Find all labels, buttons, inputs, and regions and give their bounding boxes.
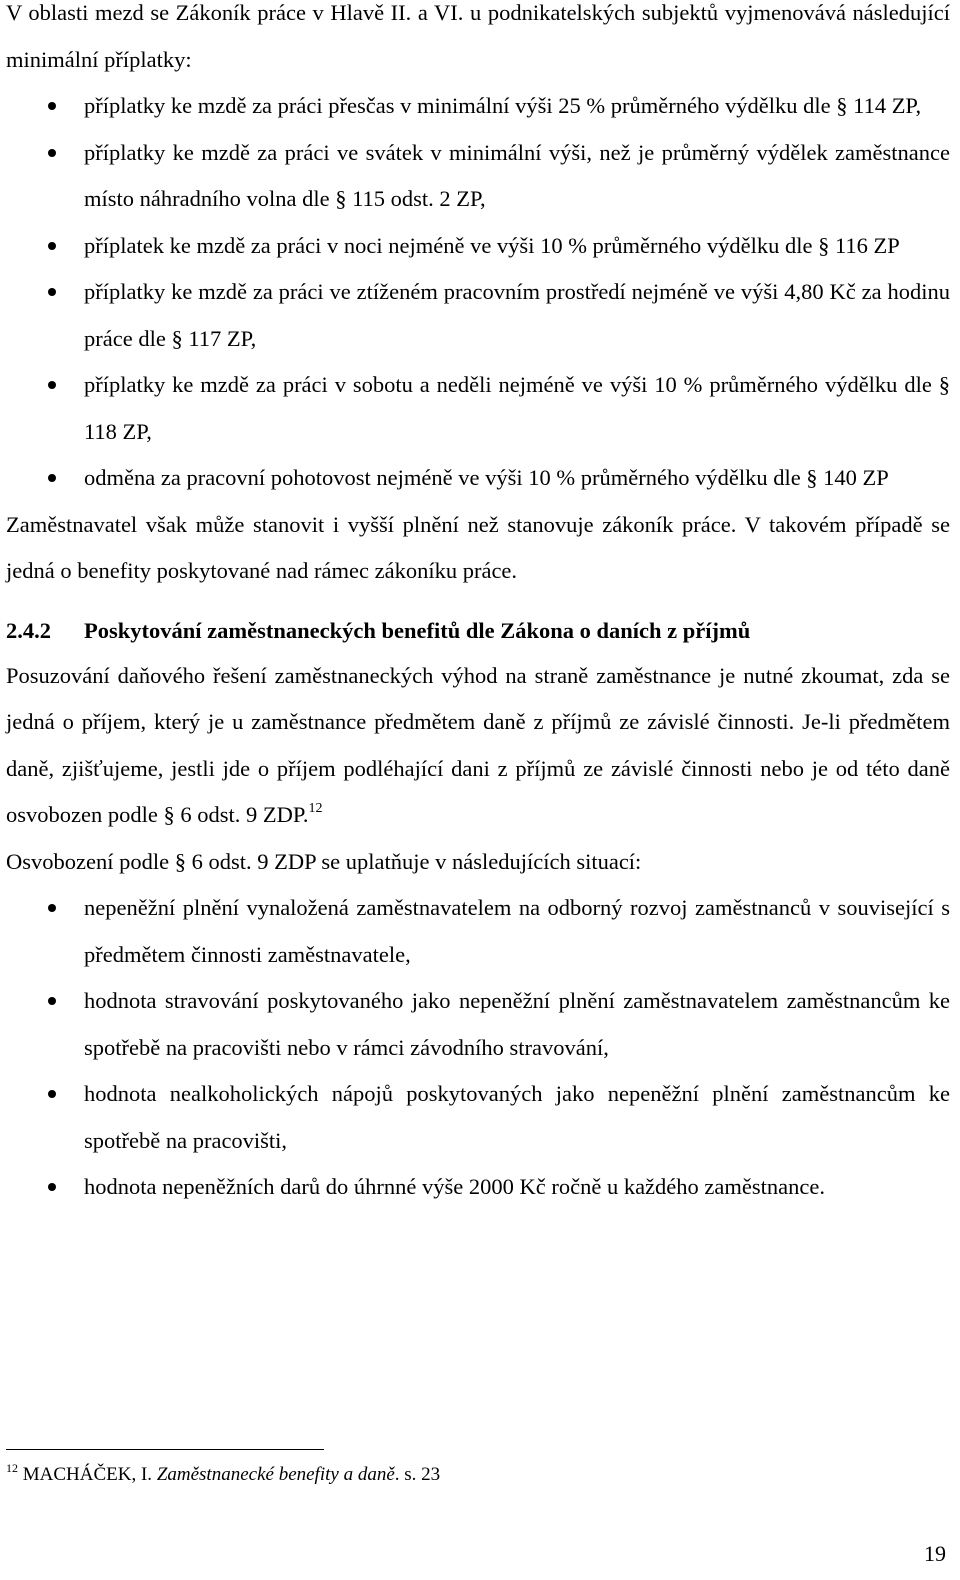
bullet-icon xyxy=(42,455,62,502)
footnote-number: 12 xyxy=(6,1461,18,1475)
document-page xyxy=(6,0,950,1580)
list-item-text: nepeněžní plnění vynaložená zaměstnavatelem na odborný rozvoj zaměstnanců v související s předmětem činnosti zaměstnavatele, xyxy=(84,895,950,967)
list-item-text: příplatky ke mzdě za práci v sobotu a neděli nejméně ve výši 10 % průměrného výdělku dle § 118 ZP, xyxy=(84,372,950,444)
employer-paragraph: Zaměstnavatel však může stanovit i vyšší plnění než stanovuje zákoník práce. V takovém případě se jedná o benefity poskytované nad rámec zákoníku práce. xyxy=(6,511,950,583)
list-item xyxy=(6,455,950,502)
footnote xyxy=(6,1462,440,1488)
footnote-divider xyxy=(6,1449,324,1450)
footnote-page: . s. 23 xyxy=(394,1464,441,1485)
section-title: Poskytování zaměstnaneckých benefitů dle Zákona o daních z příjmů xyxy=(84,617,751,643)
bullet-icon xyxy=(42,1071,62,1118)
section-heading xyxy=(6,609,950,653)
page-number: 19 xyxy=(924,1541,946,1566)
bullet-icon xyxy=(42,1164,62,1211)
bullet-icon xyxy=(42,362,62,409)
list-item-text: příplatky ke mzdě za práci ve ztíženém pracovním prostředí nejméně ve výši 4,80 Kč za hodinu práce dle § 117 ZP, xyxy=(84,279,950,351)
intro-paragraph: V oblasti mezd se Zákoník práce v Hlavě II. a VI. u podnikatelských subjektů vyjmenovává následující minimální příplatky: xyxy=(6,0,950,72)
bullet-icon xyxy=(42,978,62,1025)
footnote-reference[interactable]: 12 xyxy=(308,801,323,816)
exemption-intro: Osvobození podle § 6 odst. 9 ZDP se uplatňuje v následujících situací: xyxy=(6,848,642,874)
list-item-text: příplatky ke mzdě za práci ve svátek v minimální výši, než je průměrný výdělek zaměstnance místo náhradního volna dle § 115 odst. 2 ZP, xyxy=(84,139,950,211)
list-item-text: příplatek ke mzdě za práci v noci nejméně ve výši 10 % průměrného výdělku dle § 116 ZP xyxy=(84,232,900,258)
bullet-icon xyxy=(42,269,62,316)
list-item xyxy=(6,223,950,270)
bullet-icon xyxy=(42,83,62,130)
list-item-text: odměna za pracovní pohotovost nejméně ve výši 10 % průměrného výdělku dle § 140 ZP xyxy=(84,465,889,490)
list-item-text: příplatky ke mzdě za práci přesčas v minimální výši 25 % průměrného výdělku dle § 114 ZP, xyxy=(84,93,922,118)
exemption-list xyxy=(6,885,950,1211)
list-item xyxy=(6,1071,950,1164)
list-item-text: hodnota nepeněžních darů do úhrnné výše 2000 Kč ročně u každého zaměstnance. xyxy=(84,1174,825,1199)
list-item xyxy=(6,978,950,1071)
bullet-icon xyxy=(42,130,62,177)
section-number: 2.4.2 xyxy=(6,617,51,643)
assessment-text: Posuzování daňového řešení zaměstnaneckých výhod na straně zaměstnance je nutné zkoumat, zda se jedná o příjem, který je u zaměstnance předmětem daně z příjmů ze závislé činnosti. Je-li předmětem daně, zjišťujeme, jestli jde o příjem podléhající dani z příjmů ze závislé činnosti nebo je od této daně osvobozen podle § 6 odst. 9 ZDP. xyxy=(6,662,950,827)
list-item xyxy=(6,83,950,130)
bullet-icon xyxy=(42,885,62,932)
list-item xyxy=(6,269,950,362)
assessment-paragraph xyxy=(6,653,950,839)
list-item xyxy=(6,1164,950,1211)
list-item xyxy=(6,885,950,978)
footnote-author: MACHÁČEK, I. xyxy=(22,1464,153,1485)
list-item xyxy=(6,362,950,455)
list-item-text: hodnota nealkoholických nápojů poskytovaných jako nepeněžní plnění zaměstnancům ke spotřebě na pracovišti, xyxy=(84,1081,950,1153)
surcharge-list xyxy=(6,83,950,502)
bullet-icon xyxy=(42,223,62,270)
list-item xyxy=(6,130,950,223)
footnote-title: Zaměstnanecké benefity a daně xyxy=(156,1464,395,1485)
list-item-text: hodnota stravování poskytovaného jako nepeněžní plnění zaměstnavatelem zaměstnancům ke spotřebě na pracovišti nebo v rámci závodního stravování, xyxy=(84,988,950,1060)
